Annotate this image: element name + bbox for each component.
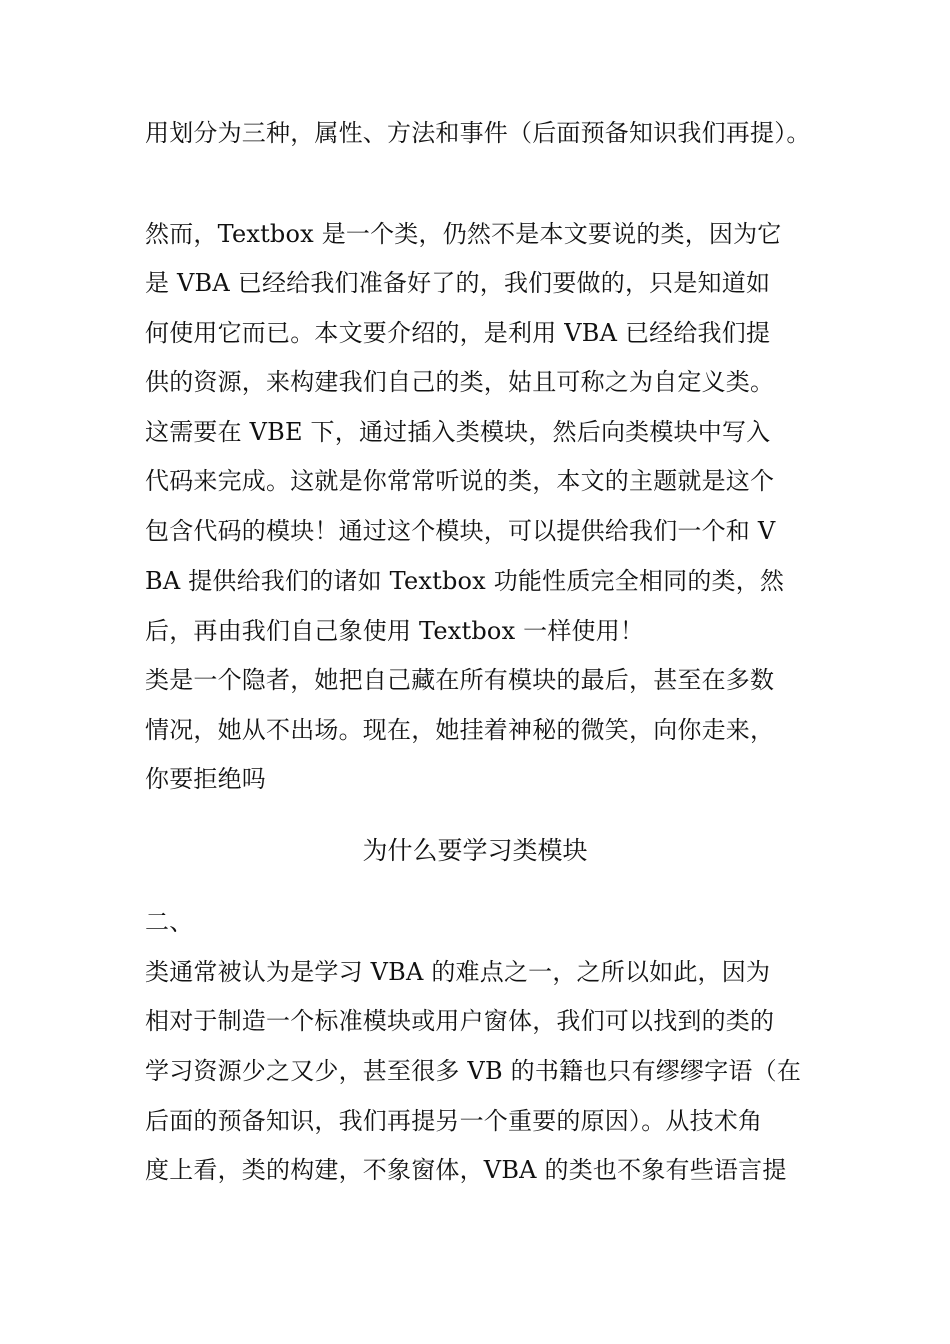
text-line: 供的资源，来构建我们自己的类，姑且可称之为自定义类。 xyxy=(145,368,775,396)
text-line: 相对于制造一个标准模块或用户窗体，我们可以找到的类的 xyxy=(145,1007,775,1035)
section-heading: 为什么要学习类模块 xyxy=(362,836,588,865)
text-line: 后面的预备知识，我们再提另一个重要的原因）。从技术角 xyxy=(145,1107,763,1135)
text-line: 度上看，类的构建，不象窗体，VBA 的类也不象有些语言提 xyxy=(145,1156,787,1184)
text-line: 情况，她从不出场。现在，她挂着神秘的微笑，向你走来， xyxy=(145,716,775,744)
text-line: 然而，Textbox 是一个类，仍然不是本文要说的类，因为它 xyxy=(145,220,782,248)
text-line: 学习资源少之又少，甚至很多 VB 的书籍也只有缪缪字语（在 xyxy=(145,1057,802,1085)
text-line: 何使用它而已。本文要介绍的，是利用 VBA 已经给我们提 xyxy=(145,319,771,347)
text-line: 是 VBA 已经给我们准备好了的，我们要做的，只是知道如 xyxy=(145,269,771,297)
text-line: 类是一个隐者，她把自己藏在所有模块的最后，甚至在多数 xyxy=(145,666,775,694)
text-line: 类通常被认为是学习 VBA 的难点之一，之所以如此，因为 xyxy=(145,958,771,986)
text-line: 用划分为三种，属性、方法和事件（后面预备知识我们再提）。 xyxy=(145,119,811,147)
text-line: 包含代码的模块！通过这个模块，可以提供给我们一个和 V xyxy=(145,517,776,545)
text-line: 后，再由我们自己象使用 Textbox 一样使用！ xyxy=(145,617,645,645)
text-line: BA 提供给我们的诸如 Textbox 功能性质完全相同的类，然 xyxy=(145,567,785,595)
text-line: 你要拒绝吗 xyxy=(145,765,266,793)
section-number: 二、 xyxy=(145,908,194,936)
text-line: 代码来完成。这就是你常常听说的类，本文的主题就是这个 xyxy=(145,467,775,495)
text-line: 这需要在 VBE 下，通过插入类模块，然后向类模块中写入 xyxy=(145,418,771,446)
